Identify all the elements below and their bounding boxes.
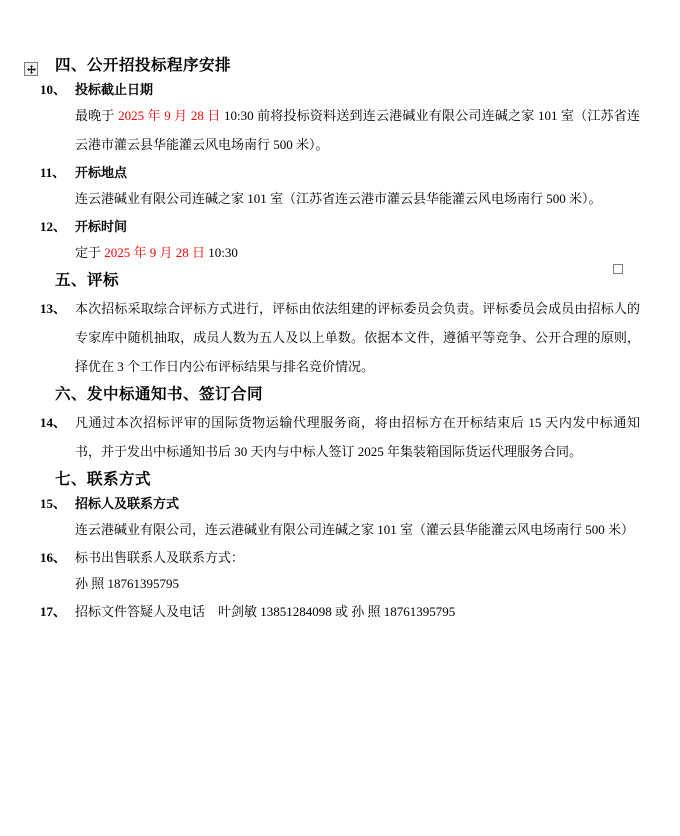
text-run: 连云港碱业有限公司连碱之家 101 室（江苏省连云港市灌云县华能灌云风电场南行 500 米）。 xyxy=(75,191,602,206)
text-run: 招标文件答疑人及电话 叶剑敏 13851284098 或 孙 照 18761395795 xyxy=(75,604,456,619)
item-number: 10、 xyxy=(40,82,67,97)
text-run: 定于 xyxy=(75,245,105,260)
item-row xyxy=(0,550,680,566)
item-number: 13、 xyxy=(40,301,67,316)
item-number: 16、 xyxy=(40,550,67,565)
item-row xyxy=(0,219,680,235)
paragraph xyxy=(75,238,640,267)
numbered-paragraph xyxy=(0,294,680,381)
item-row xyxy=(0,604,680,620)
item-number: 14、 xyxy=(40,415,67,430)
text-run: 招标人及联系方式 xyxy=(75,496,180,511)
paragraph xyxy=(75,184,640,213)
section-heading: 七、联系方式 xyxy=(55,471,152,488)
text-run: 10:30 前将投标资料送到连云港碱业有限公司连碱之家 101 室（江苏省连云港市灌云县华能灌云风电场南行 500 米）。 xyxy=(75,108,640,152)
item-text xyxy=(75,294,640,381)
text-run: 孙 照 18761395795 xyxy=(75,576,180,591)
text-run: 10:30 xyxy=(205,245,238,260)
highlighted-date: 2025 年 9 月 28 日 xyxy=(104,245,206,260)
square-handle-icon xyxy=(613,264,623,274)
item-title xyxy=(75,496,640,512)
item-number: 11、 xyxy=(40,165,66,180)
text-run: 凡通过本次招标评审的国际货物运输代理服务商，将由招标方在开标结束后 15 天内发中标通知书，并于发出中标通知书后 30 天内与中标人签订 2025 年集装箱国际货运代理服务合同。 xyxy=(75,415,640,459)
text-run: 连云港碱业有限公司，连云港碱业有限公司连碱之家 101 室（灌云县华能灌云风电场南行 500 米） xyxy=(75,522,635,537)
item-row xyxy=(0,165,680,181)
section-heading: 四、公开招投标程序安排 xyxy=(55,57,232,74)
text-run: 开标时间 xyxy=(75,219,128,234)
item-number: 12、 xyxy=(40,219,67,234)
item-text xyxy=(75,604,640,620)
document-body xyxy=(0,56,680,620)
item-title xyxy=(75,219,640,235)
item-number: 17、 xyxy=(40,604,67,619)
highlighted-date: 2025 年 9 月 28 日 xyxy=(118,108,221,123)
text-run: 最晚于 xyxy=(75,108,119,123)
text-run: 标书出售联系人及联系方式： xyxy=(75,550,245,565)
text-run: 投标截止日期 xyxy=(75,82,154,97)
paragraph xyxy=(75,569,640,598)
item-row xyxy=(0,496,680,512)
item-row xyxy=(0,82,680,98)
item-text xyxy=(75,550,640,566)
paragraph xyxy=(75,101,640,159)
item-text xyxy=(75,408,640,466)
section-heading: 五、评标 xyxy=(55,272,120,289)
text-run: 本次招标采取综合评标方式进行，评标由依法组建的评标委员会负责。评标委员会成员由招标人的专家库中随机抽取，成员人数为五人及以上单数。依据本文件，遵循平等竞争、公开合理的原则，择优在 3 个工作日内公布评标结果与排名竞价情况。 xyxy=(75,301,640,374)
item-number: 15、 xyxy=(40,496,67,511)
paragraph xyxy=(75,515,640,544)
section-heading: 六、发中标通知书、签订合同 xyxy=(55,386,264,403)
item-title xyxy=(75,165,640,181)
text-run: 开标地点 xyxy=(75,165,128,180)
item-title xyxy=(75,82,640,98)
numbered-paragraph xyxy=(0,408,680,466)
